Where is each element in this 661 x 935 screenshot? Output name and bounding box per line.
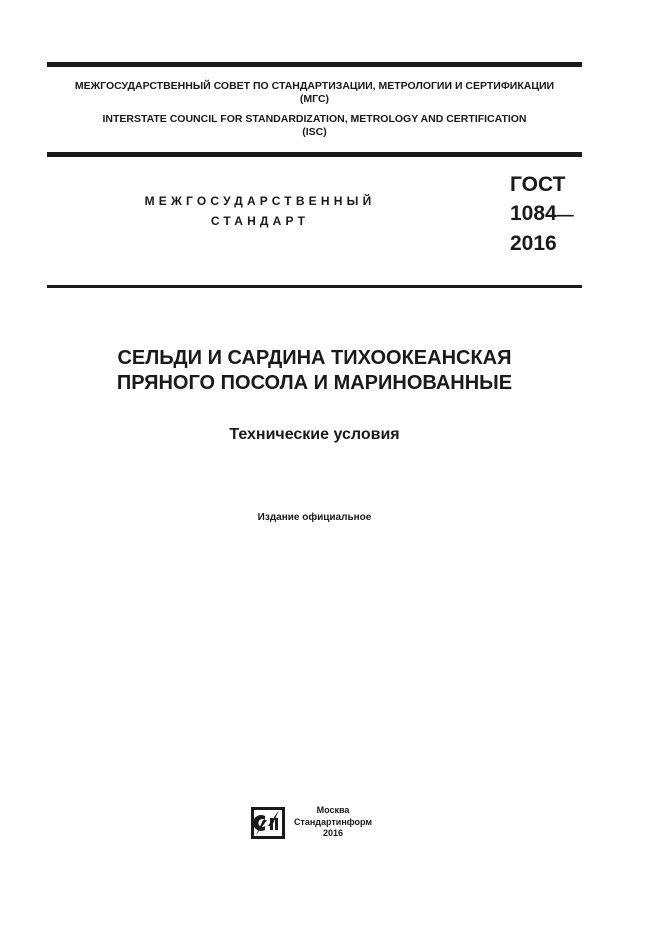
standard-type-line1: МЕЖГОСУДАРСТВЕННЫЙ (144, 194, 376, 208)
council-name-ru-line1: МЕЖГОСУДАРСТВЕННЫЙ СОВЕТ ПО СТАНДАРТИЗАЦИИ, МЕТРОЛОГИИ И СЕРТИФИКАЦИИ (74, 80, 555, 92)
standard-code-year: 2016 (510, 232, 557, 255)
standard-type (100, 191, 420, 231)
lower-rule (47, 285, 582, 288)
standard-code-dash: — (556, 205, 574, 224)
council-abbr-ru: (МГС) (299, 93, 330, 105)
edition-note: Издание официальное (257, 512, 372, 523)
document-title-line2: ПРЯНОГО ПОСОЛА И МАРИНОВАННЫЕ (116, 372, 513, 394)
standard-code-number-line (510, 199, 574, 229)
standard-type-line2: СТАНДАРТ (210, 214, 310, 228)
council-name-ru (47, 80, 582, 106)
publisher-year: 2016 (322, 828, 344, 838)
top-rule (47, 62, 582, 67)
standartinform-logo-icon (250, 806, 286, 840)
council-name-en-line1: INTERSTATE COUNCIL FOR STANDARDIZATION, METROLOGY AND CERTIFICATION (102, 113, 527, 125)
standard-code-number: 1084 (510, 202, 557, 225)
publisher-info (290, 805, 376, 840)
document-title-line1: СЕЛЬДИ И САРДИНА ТИХООКЕАНСКАЯ (117, 347, 512, 369)
standard-code-prefix: ГОСТ (510, 173, 566, 196)
document-subtitle: Технические условия (229, 426, 400, 443)
middle-rule (47, 152, 582, 157)
document-title (47, 346, 582, 396)
publisher-name: Стандартинформ (293, 816, 373, 827)
publisher-city: Москва (316, 805, 350, 815)
standard-code (510, 170, 574, 258)
council-name-en (47, 113, 582, 139)
council-abbr-en: (ISC) (302, 126, 327, 138)
